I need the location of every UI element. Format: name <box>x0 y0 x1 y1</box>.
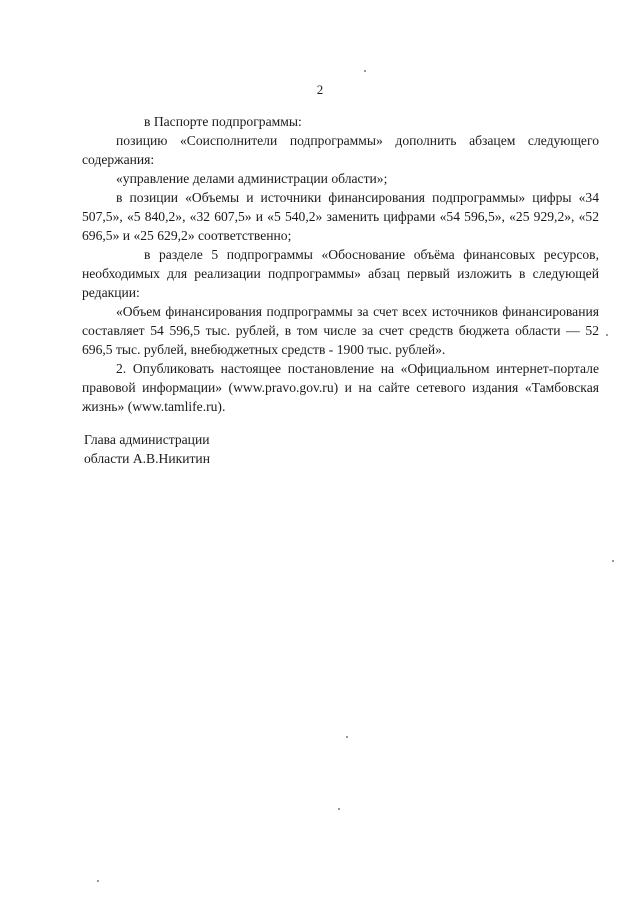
signature-block <box>84 430 384 468</box>
scan-speck <box>338 808 340 810</box>
page-number: 2 <box>316 82 324 97</box>
paragraph-coexecutors: позицию «Соисполнители подпрограммы» дополнить абзацем следующего содержания: <box>82 133 599 167</box>
paragraph-funding-volume: «Объем финансирования подпрограммы за счет всех источников финансирования составляет 54 596,5 тыс. рублей, в том числе за счет средств бюджета области — 52 696,5 тыс. рублей, внебюджетных средств - 1900 тыс. рублей». <box>82 304 599 357</box>
document-body <box>82 112 599 416</box>
scan-speck <box>346 736 348 738</box>
signature-title: Глава администрации <box>84 432 210 447</box>
scan-speck <box>364 70 366 72</box>
paragraph-publish: 2. Опубликовать настоящее постановление на «Официальном интернет-портале правовой информации» (www.pravo.gov.ru) и на сайте сетевого издания «Тамбовская жизнь» (www.tamlife.ru). <box>82 361 599 414</box>
signature-name: области А.В.Никитин <box>84 451 210 466</box>
paragraph-section-5: в разделе 5 подпрограммы «Обоснование объёма финансовых ресурсов, необходимых для реализации подпрограммы» абзац первый изложить в следующей редакции: <box>82 247 599 300</box>
scan-speck <box>97 880 99 882</box>
paragraph-management-quote: «управление делами администрации области»; <box>116 171 388 186</box>
paragraph-funding-figures: в позиции «Объемы и источники финансирования подпрограммы» цифры «34 507,5», «5 840,2», «32 607,5» и «5 540,2» заменить цифрами «54 596,5», «25 929,2», «52 696,5» и «25 629,2» соответственно; <box>82 190 599 243</box>
scan-speck <box>606 334 608 336</box>
paragraph-passport-heading: в Паспорте подпрограммы: <box>144 114 302 129</box>
scan-speck <box>612 560 614 562</box>
